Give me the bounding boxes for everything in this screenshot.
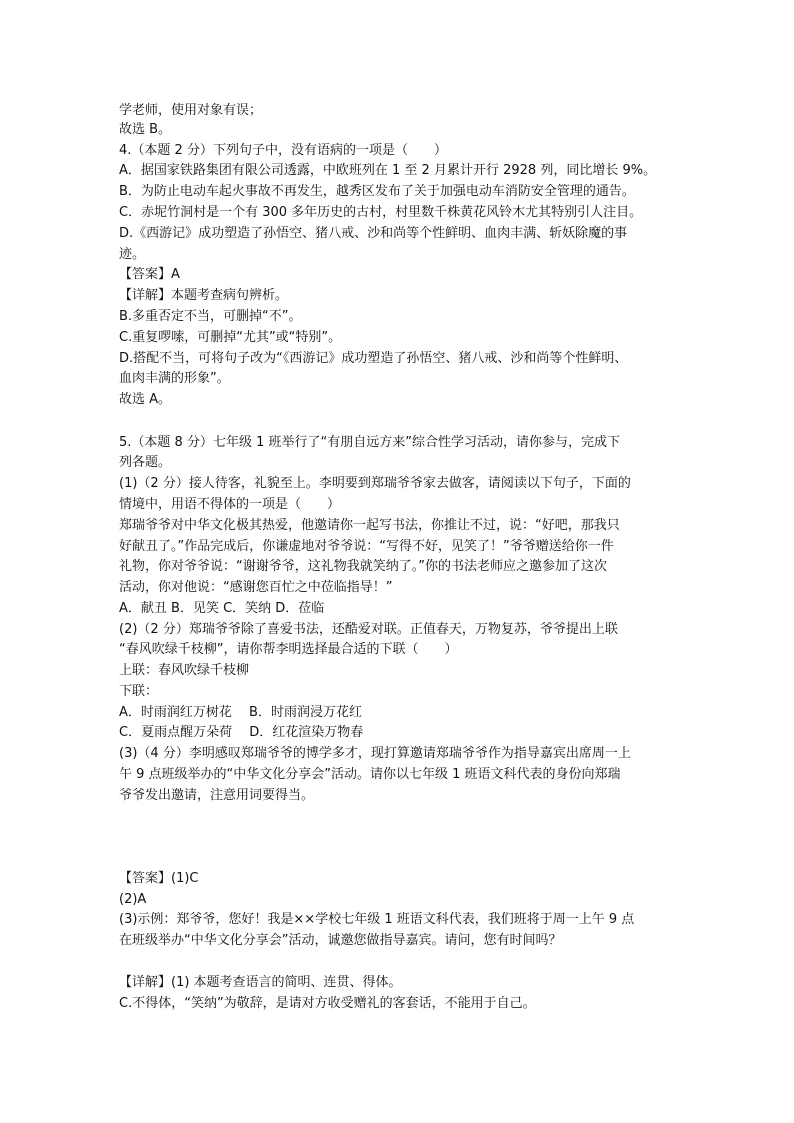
text-line: (2)A xyxy=(119,892,147,907)
explanation-label: 【详解】(1) 本题考查语言的简明、连贯、得体。 xyxy=(119,975,402,990)
text-line: 故选 B。 xyxy=(119,122,172,137)
option-a: A．据国家铁路集团有限公司透露，中欧班列在 1 至 2 月累计开行 2928 列，同比增长 9%。 xyxy=(119,163,657,178)
answer-label: 【答案】(1)C xyxy=(119,871,199,886)
text-line: C.不得体，“笑纳”为敬辞，是请对方收受赠礼的客套话，不能用于自己。 xyxy=(119,996,536,1011)
text-line: 情境中，用语不得体的一项是（ ） xyxy=(119,497,341,512)
text-line: 血肉丰满的形象”。 xyxy=(119,371,230,386)
option-b: B．为防止电动车起火事故不再发生，越秀区发布了关于加强电动车消防安全管理的通告。 xyxy=(119,184,635,199)
text-line: 学老师，使用对象有误； xyxy=(119,103,263,118)
text-line: 好献丑了。”作品完成后，你谦虚地对爷爷说：“写得不好，见笑了！”爷爷赠送给你一件 xyxy=(119,539,614,554)
option-d: D.《西游记》成功塑造了孙悟空、猪八戒、沙和尚等个性鲜明、血肉丰满、斩妖除魔的事 xyxy=(119,226,628,241)
text-line: (3)示例：郑爷爷，您好！我是××学校七年级 1 班语文科代表，我们班将于周一上午 9 点 xyxy=(119,912,635,927)
options-line: A．时雨润红万树花 B．时雨润浸万花红 xyxy=(119,705,362,720)
text-line: 礼物，你对爷爷说：“谢谢爷爷，这礼物我就笑纳了。”你的书法老师应之邀参加了这次 xyxy=(119,559,607,574)
text-line: 郑瑞爷爷对中华文化极其热爱，他邀请你一起写书法，你推让不过，说：“好吧，那我只 xyxy=(119,518,620,533)
text-line: D.搭配不当，可将句子改为“《西游记》成功塑造了孙悟空、猪八戒、沙和尚等个性鲜明、 xyxy=(119,351,628,366)
text-line: 故选 A。 xyxy=(119,392,172,407)
option-c: C．赤坭竹洞村是一个有 300 多年历史的古村，村里数千株黄花风铃木尤其特别引人注目。 xyxy=(119,205,643,220)
options-line: A．献丑 B．见笑 C．笑纳 D．莅临 xyxy=(119,601,325,616)
sub-question-2: (2)（2 分）郑瑞爷爷除了喜爱书法，还酷爱对联。正值春天，万物复苏，爷爷提出上联 xyxy=(119,622,618,637)
sub-question-3: (3)（4 分）李明感叹郑瑞爷爷的博学多才，现打算邀请郑瑞爷爷作为指导嘉宾出席周一上 xyxy=(119,746,631,761)
question-5-stem: 5.（本题 8 分）七年级 1 班举行了“有朋自远方来”综合性学习活动，请你参与，完成下 xyxy=(119,435,620,450)
explanation-label: 【详解】本题考查病句辨析。 xyxy=(119,288,289,303)
text-line: 在班级举办“中华文化分享会”活动，诚邀您做指导嘉宾。请问，您有时间吗？ xyxy=(119,933,562,948)
question-4-stem: 4.（本题 2 分）下列句子中，没有语病的一项是（ ） xyxy=(119,143,447,158)
answer-label: 【答案】A xyxy=(119,267,180,282)
sub-question-1: (1)（2 分）接人待客，礼貌至上。李明要到郑瑞爷爷家去做客，请阅读以下句子，下面的 xyxy=(119,476,631,491)
text-line: 爷爷发出邀请，注意用词要得当。 xyxy=(119,788,315,803)
text-line: 午 9 点班级举办的“中华文化分享会”活动。请你以七年级 1 班语文科代表的身份向郑瑞 xyxy=(119,767,621,782)
options-line: C．夏雨点醒万朵荷 D．红花渲染万物春 xyxy=(119,725,364,740)
text-line: 列各题。 xyxy=(119,455,172,470)
text-line: “春风吹绿千枝柳”，请你帮李明选择最合适的下联（ ） xyxy=(119,642,458,657)
text-line: 上联：春风吹绿千枝柳 xyxy=(119,663,250,678)
text-line: 迹。 xyxy=(119,247,146,262)
text-line: 下联： xyxy=(119,684,159,699)
text-line: B.多重否定不当，可删掉“不”。 xyxy=(119,309,302,324)
text-line: 活动，你对他说：“感谢您百忙之中莅临指导！” xyxy=(119,580,393,595)
text-line: C.重复啰嗦，可删掉“尤其”或“特别”。 xyxy=(119,330,342,345)
